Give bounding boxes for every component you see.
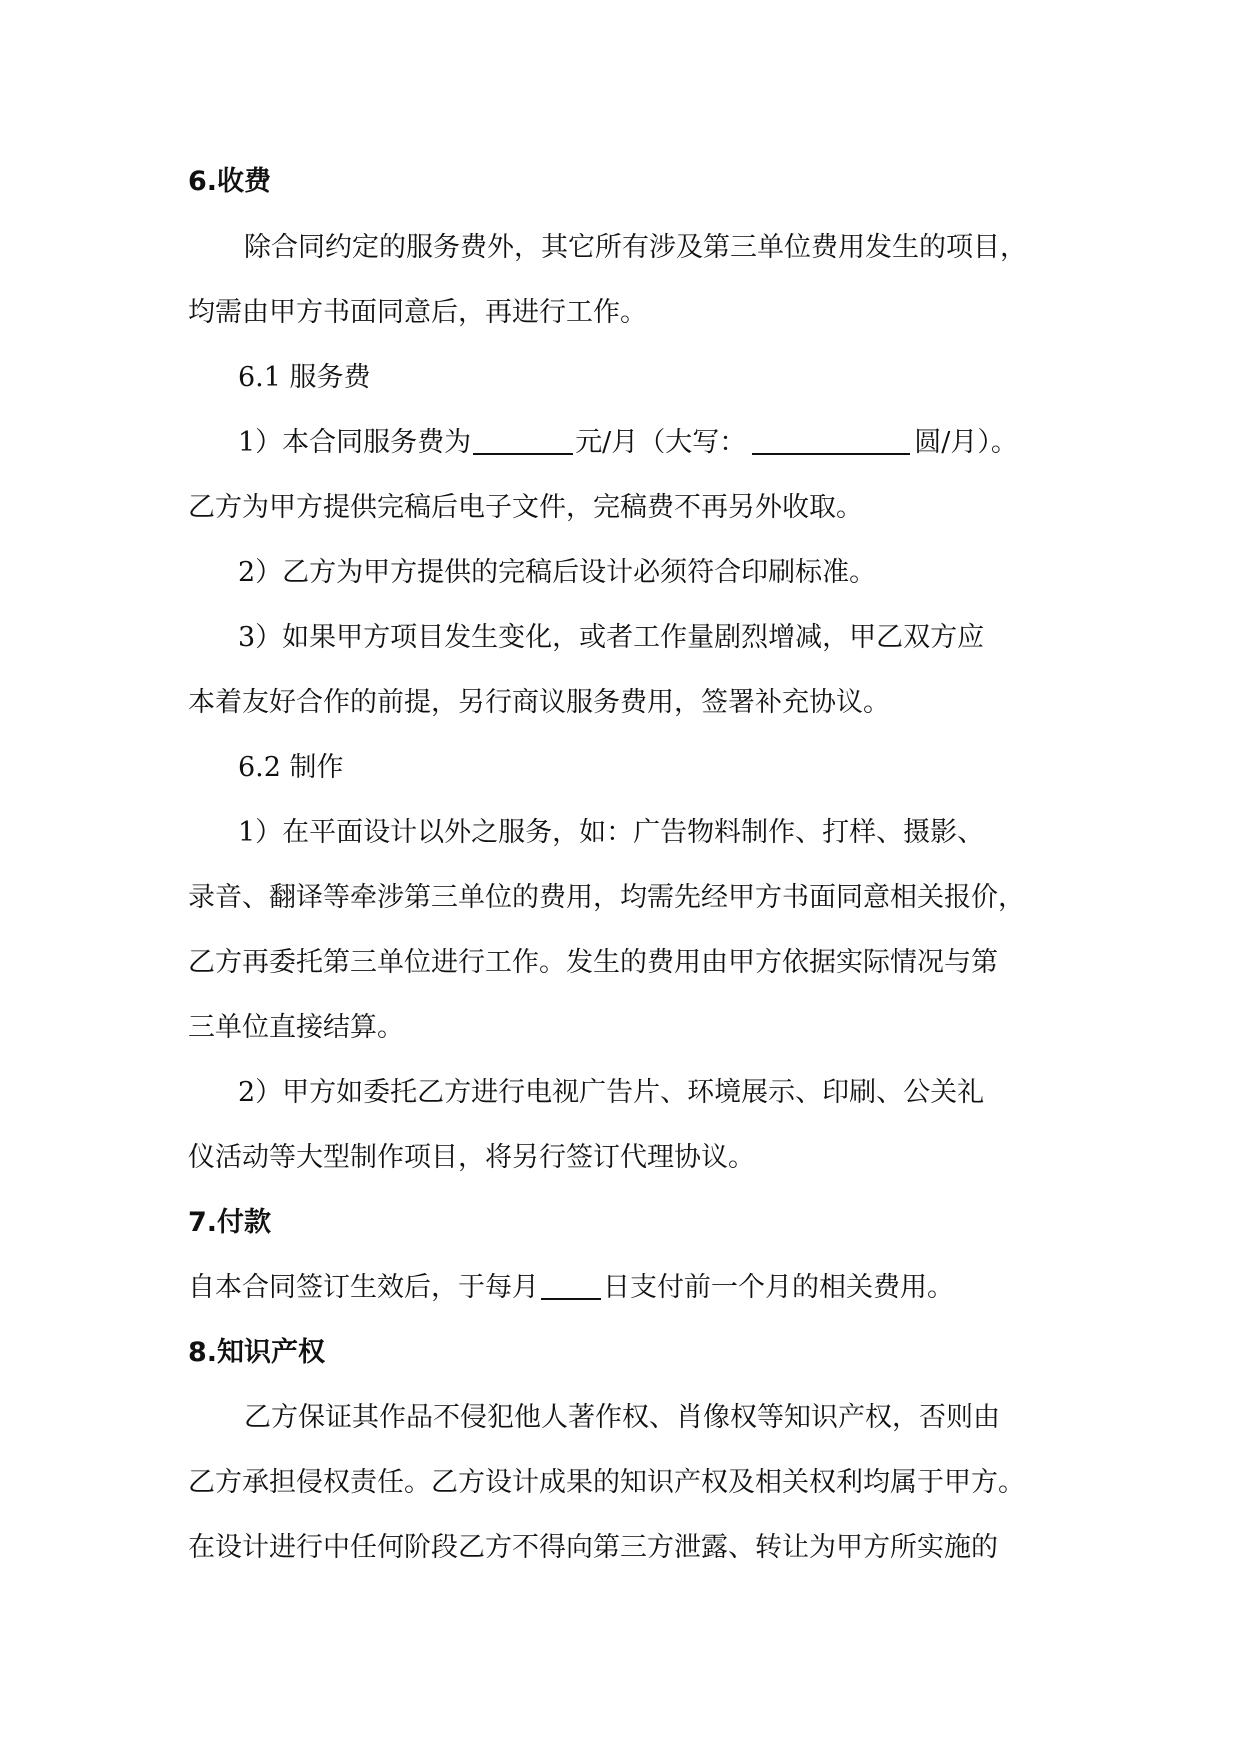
production-clause-2-line-2: 仪活动等大型制作项目，将另行签订代理协议。	[188, 1142, 755, 1173]
clause-text: 自本合同签订生效后，于每月	[188, 1272, 539, 1303]
fee-in-words-blank	[752, 423, 910, 455]
section-6-intro-line-2: 均需由甲方书面同意后，再进行工作。	[188, 297, 647, 328]
production-clause-2-line-1: 2）甲方如委托乙方进行电视广告片、环境展示、印刷、公关礼	[238, 1077, 985, 1108]
section-8-heading: 8.知识产权	[188, 1337, 326, 1368]
payment-day-blank	[541, 1268, 601, 1300]
production-clause-1-line-1: 1）在平面设计以外之服务，如：广告物料制作、打样、摄影、	[238, 817, 985, 848]
service-fee-clause-2: 2）乙方为甲方提供的完稿后设计必须符合印刷标准。	[238, 557, 877, 588]
production-clause-1-line-4: 三单位直接结算。	[188, 1012, 404, 1043]
section-6-intro-line-1: 除合同约定的服务费外，其它所有涉及第三单位费用发生的项目，	[244, 232, 1027, 263]
service-fee-clause-1-line-2: 乙方为甲方提供完稿后电子文件，完稿费不再另外收取。	[188, 492, 863, 523]
ip-clause-line-2: 乙方承担侵权责任。乙方设计成果的知识产权及相关权利均属于甲方。	[188, 1467, 1025, 1498]
subsection-6-2-heading: 6.2 制作	[238, 752, 344, 783]
clause-text: 日支付前一个月的相关费用。	[603, 1272, 954, 1303]
service-fee-clause-3-line-2: 本着友好合作的前提，另行商议服务费用，签署补充协议。	[188, 687, 890, 718]
service-fee-clause-1	[238, 423, 1018, 463]
payment-clause	[188, 1268, 954, 1308]
clause-text: 1）本合同服务费为	[238, 427, 472, 458]
monthly-fee-blank	[473, 423, 573, 455]
clause-text: 圆/月）。	[914, 427, 1018, 458]
ip-clause-line-1: 乙方保证其作品不侵犯他人著作权、肖像权等知识产权，否则由	[244, 1402, 1000, 1433]
production-clause-1-line-2: 录音、翻译等牵涉第三单位的费用，均需先经甲方书面同意相关报价，	[188, 882, 1025, 913]
section-6-heading: 6.收费	[188, 166, 272, 197]
ip-clause-line-3: 在设计进行中任何阶段乙方不得向第三方泄露、转让为甲方所实施的	[188, 1532, 998, 1563]
subsection-6-1-heading: 6.1 服务费	[238, 362, 371, 393]
section-7-heading: 7.付款	[188, 1207, 272, 1238]
production-clause-1-line-3: 乙方再委托第三单位进行工作。发生的费用由甲方依据实际情况与第	[188, 947, 998, 978]
clause-text: 元/月（大写：	[575, 427, 747, 458]
service-fee-clause-3-line-1: 3）如果甲方项目发生变化，或者工作量剧烈增减，甲乙双方应	[238, 622, 985, 653]
